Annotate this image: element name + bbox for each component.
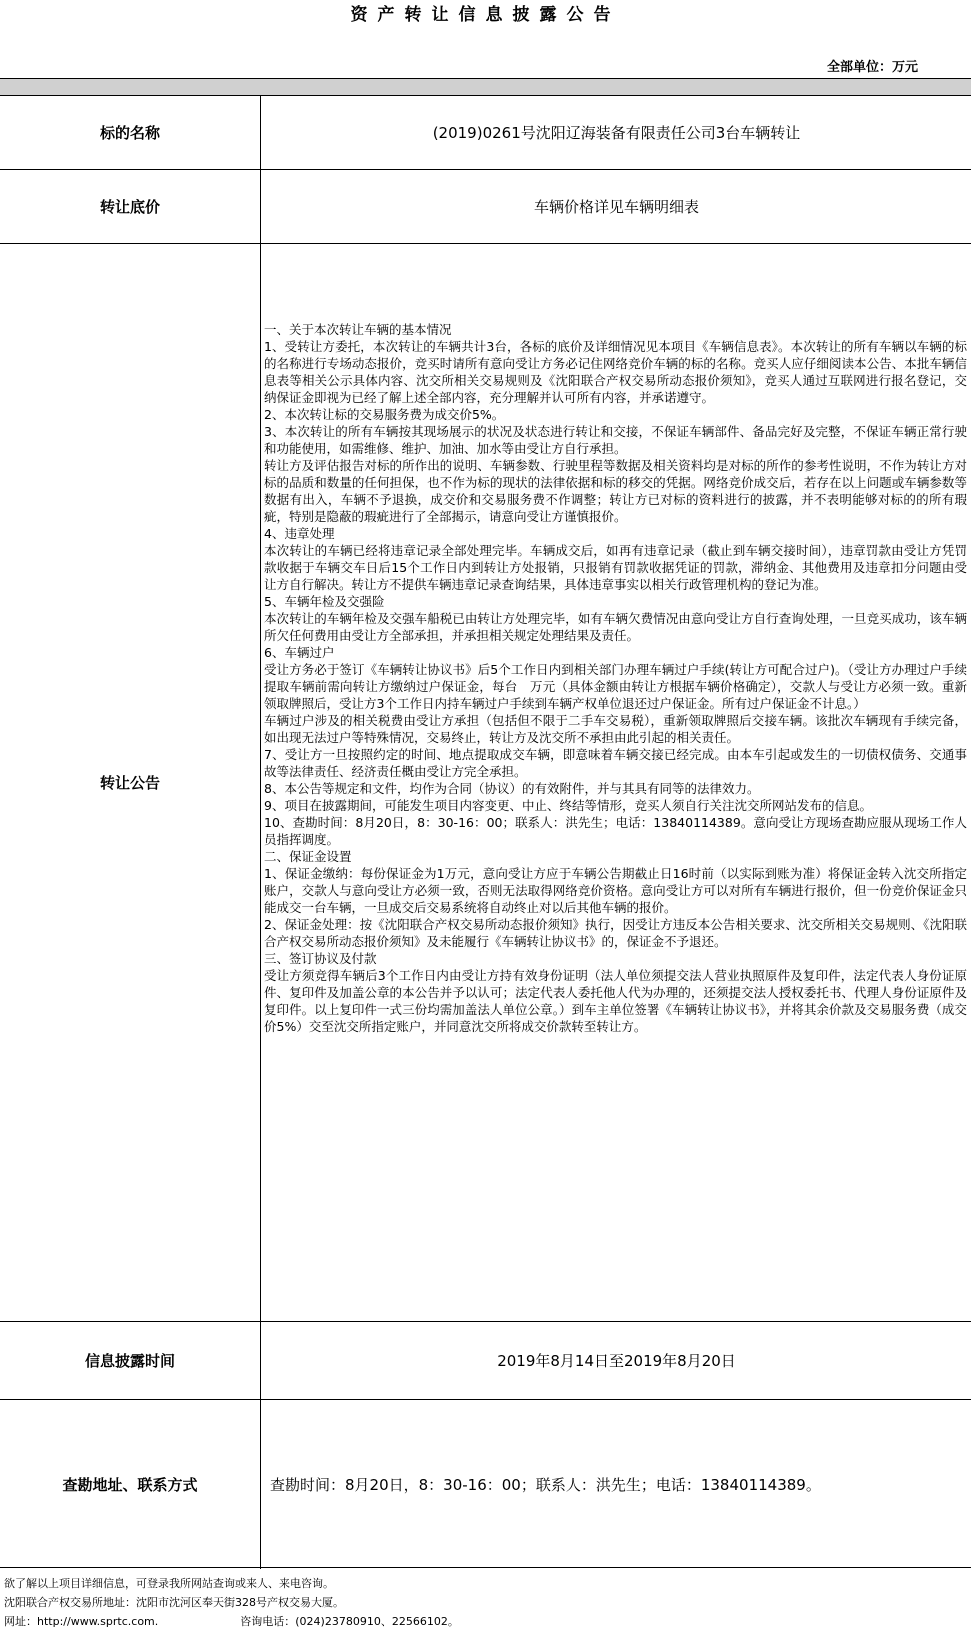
table-header-strip: [0, 79, 971, 96]
disclosure-table: [0, 78, 971, 1568]
base-price-label: 转让底价: [0, 170, 261, 243]
row-subject: [0, 96, 971, 170]
notice-paragraph: 受让方须竞得车辆后3个工作日内由受让方持有效身份证明（法人单位须提交法人营业执照原件及复印件，法定代表人身份证原件、复印件及加盖公章的本公告并予以认可；法定代表人委托他人代为办理的，还须提交法人授权委托书、代理人身份证原件及复印件。以上复印件一式三份均需加盖法人单位公章。）到车主单位签署《车辆转让协议书》，并将其余价款及交易服务费（成交价5%）交至沈交所指定账户，并同意沈交所将成交价款转至转让方。: [264, 968, 967, 1034]
subject-value: (2019)0261号沈阳辽海装备有限责任公司3台车辆转让: [432, 124, 801, 142]
notice-paragraph: 1、受转让方委托，本次转让的车辆共计3台，各标的底价及详细情况见本项目《车辆信息表》。本次转让的所有车辆以车辆的标的名称进行专场动态报价，竞买时请所有意向受让方务必记住网络竞价车辆的标的名称。竞买人应仔细阅读本公告、本批车辆信息表等相关公示具体内容、沈交所相关交易规则及《沈阳联合产权交易所动态报价须知》，竞买人通过互联网进行报名登记，交纳保证金即视为已经了解上述全部内容，充分理解并认可所有内容，并承诺遵守。: [264, 339, 967, 405]
subject-label: 标的名称: [0, 96, 261, 169]
footer-line-1: 欲了解以上项目详细信息，可登录我所网站查询或来人、来电咨询。: [4, 1577, 334, 1590]
notice-paragraph: 1、保证金缴纳：每份保证金为1万元，意向受让方应于车辆公告期截止日16时前（以实际到账为准）将保证金转入沈交所指定账户，交款人与意向受让方必须一致，否则无法取得网络竞价资格。意向受让方可以对所有车辆进行报价，但一份竞价保证金只能成交一台车辆，一旦成交后交易系统将自动终止对以后其他车辆的报价。: [264, 866, 967, 915]
notice-paragraph: 3、本次转让的所有车辆按其现场展示的状况及状态进行转让和交接，不保证车辆部件、备品完好及完整，不保证车辆正常行驶和功能使用，如需维修、维护、加油、加水等由受让方自行承担。: [264, 424, 967, 456]
page-title: 资产转让信息披露公告: [350, 5, 621, 25]
notice-paragraph: 本次转让的车辆已经将违章记录全部处理完毕。车辆成交后，如再有违章记录（截止到车辆交接时间），违章罚款由受让方凭罚款收据于车辆交车日后15个工作日内到转让方处报销，只报销有罚款收据凭证的罚款，滞纳金、其他费用及违章扣分问题由受让方自行解决。转让方不提供车辆违章记录查询结果，具体违章事实以相关行政管理机构的登记为准。: [264, 543, 967, 592]
inspection-label: 查勘地址、联系方式: [0, 1400, 261, 1569]
notice-paragraph: 三、签订协议及付款: [264, 951, 377, 966]
announcement-label: 转让公告: [0, 244, 261, 1321]
row-base-price: [0, 170, 971, 244]
notice-paragraph: 4、违章处理: [264, 526, 335, 541]
notice-paragraph: 6、车辆过户: [264, 645, 335, 660]
row-announcement: [0, 244, 971, 1322]
notice-paragraph: 7、受让方一旦按照约定的时间、地点提取成交车辆，即意味着车辆交接已经完成。由本车引起或发生的一切债权债务、交通事故等法律责任、经济责任概由受让方完全承担。: [264, 747, 967, 779]
phone-text: 咨询电话：(024)23780910、22566102。: [240, 1615, 459, 1628]
notice-paragraph: 转让方及评估报告对标的所作出的说明、车辆参数、行驶里程等数据及相关资料均是对标的所作的参考性说明，不作为转让方对标的品质和数量的任何担保，也不作为标的现状的法律依据和标的移交的凭据。网络竞价成交后，若存在以上问题或车辆参数等数据有出入，车辆不予退换，成交价和交易服务费不作调整；转让方已对标的资料进行的披露，并不表明能够对标的的所有瑕疵，特别是隐蔽的瑕疵进行了全部揭示，请意向受让方谨慎报价。: [264, 458, 967, 524]
inspection-value: 查勘时间：8月20日，8：30-16：00；联系人：洪先生；电话：13840114389。: [270, 1476, 821, 1494]
disclosure-time-value: 2019年8月14日至2019年8月20日: [497, 1352, 736, 1370]
base-price-value: 车辆价格详见车辆明细表: [533, 198, 699, 216]
announcement-body: [262, 244, 971, 1321]
notice-paragraph: 二、保证金设置: [264, 849, 352, 864]
row-disclosure-time: [0, 1322, 971, 1400]
notice-paragraph: 本次转让的车辆年检及交强车船税已由转让方处理完毕，如有车辆欠费情况由意向受让方自行查询处理，一旦竞买成功，该车辆所欠任何费用由受让方全部承担，并承担相关规定处理结果及责任。: [264, 611, 967, 643]
notice-paragraph: 10、查勘时间：8月20日，8：30-16：00；联系人：洪先生；电话：13840114389。意向受让方现场查勘应服从现场工作人员指挥调度。: [264, 815, 967, 847]
notice-paragraph: 一、关于本次转让车辆的基本情况: [264, 322, 452, 337]
footer-line-3: [4, 1612, 964, 1631]
unit-label: 全部单位：万元: [826, 60, 918, 75]
notice-paragraph: 受让方务必于签订《车辆转让协议书》后5个工作日内到相关部门办理车辆过户手续(转让方可配合过户)。（受让方办理过户手续提取车辆前需向转让方缴纳过户保证金，每台 万元（具体金额由转让方根据车辆价格确定），交款人与受让方必须一致。重新领取牌照后，受让方3个工作日内持车辆过户手续到车辆产权单位退还过户保证金。所有过户保证金不计息。）: [264, 662, 967, 711]
disclosure-time-label: 信息披露时间: [0, 1322, 261, 1399]
notice-paragraph: 2、保证金处理：按《沈阳联合产权交易所动态报价须知》执行，因受让方违反本公告相关要求、沈交所相关交易规则、《沈阳联合产权交易所动态报价须知》及未能履行《车辆转让协议书》的，保证金不予退还。: [264, 917, 967, 949]
website-link[interactable]: 网址：http://www.sprtc.com.: [4, 1615, 159, 1628]
notice-paragraph: 5、车辆年检及交强险: [264, 594, 385, 609]
notice-paragraph: 8、本公告等规定和文件，均作为合同（协议）的有效附件，并与其具有同等的法律效力。: [264, 781, 760, 796]
footer-line-2: 沈阳联合产权交易所地址：沈阳市沈河区奉天街328号产权交易大厦。: [4, 1596, 344, 1609]
row-inspection: [0, 1400, 971, 1569]
notice-paragraph: 9、项目在披露期间，可能发生项目内容变更、中止、终结等情形，竞买人须自行关注沈交所网站发布的信息。: [264, 798, 872, 813]
notice-paragraph: 2、本次转让标的交易服务费为成交价5%。: [264, 407, 505, 422]
notice-paragraph: 车辆过户涉及的相关税费由受让方承担（包括但不限于二手车交易税），重新领取牌照后交接车辆。该批次车辆现有手续完备，如出现无法过户等特殊情况，交易终止，转让方及沈交所不承担由此引起的相关责任。: [264, 713, 967, 745]
footer: [4, 1574, 964, 1631]
